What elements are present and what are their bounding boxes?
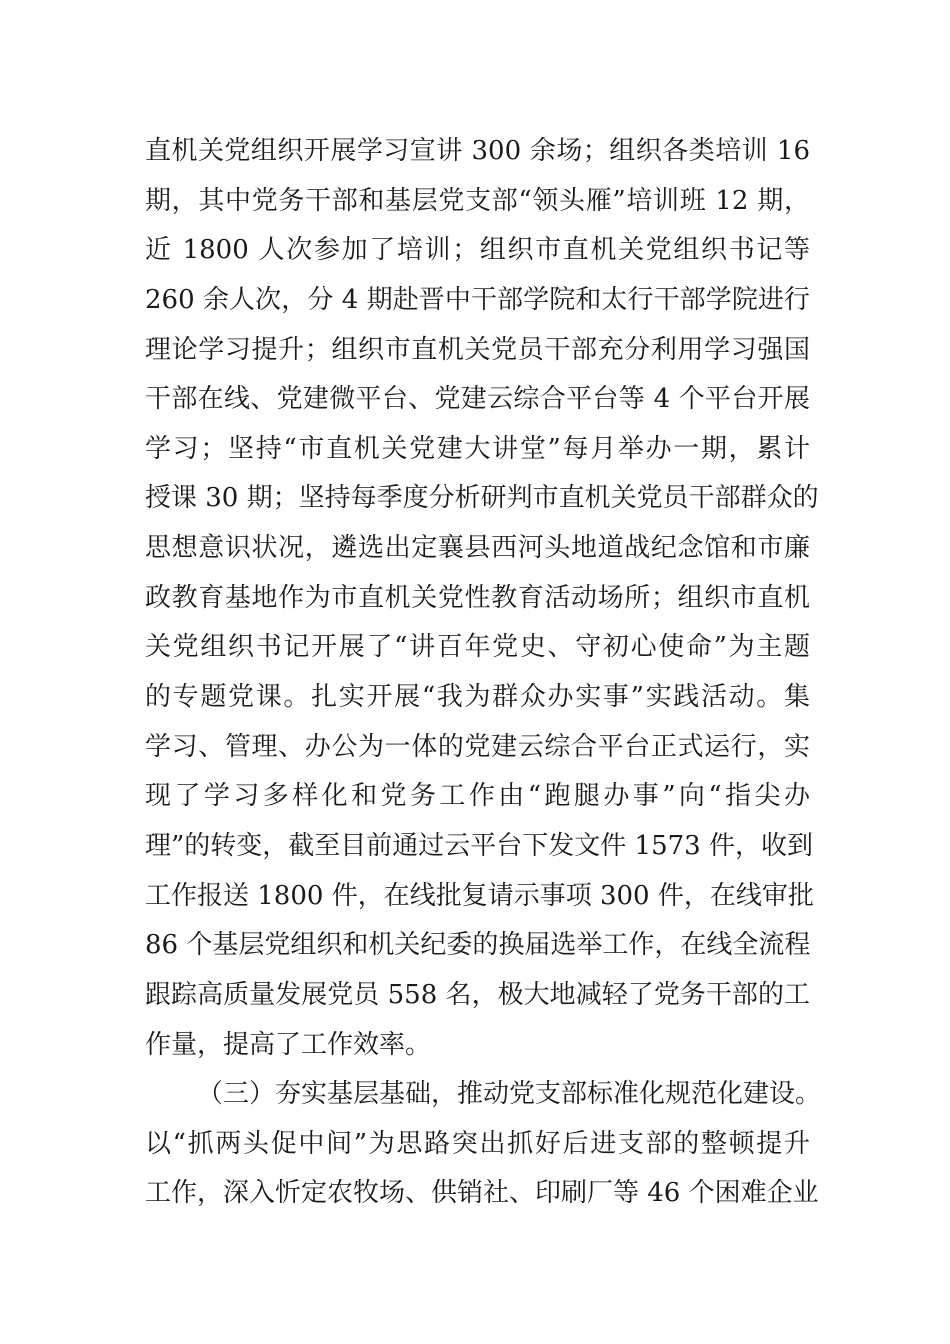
text-line: 思想意识状况，遴选出定襄县西河头地道战纪念馆和市廉 [145,533,810,564]
text-line: 近 1800 人次参加了培训；组织市直机关党组织书记等 [145,235,810,266]
text-line: 的专题党课。扎实开展“我为群众办实事”实践活动。集 [145,682,810,713]
text-line: 期，其中党务干部和基层党支部“领头雁”培训班 12 期， [145,185,810,216]
text-line: 现了学习多样化和党务工作由“跑腿办事”向“指尖办 [145,781,810,812]
text-line: 工作，深入忻定农牧场、供销社、印刷厂等 46 个困难企业 [145,1178,819,1209]
text-line: 260 余人次，分 4 期赴晋中干部学院和太行干部学院进行 [145,284,810,315]
text-line: 理论学习提升；组织市直机关党员干部充分利用学习强国 [145,334,810,365]
text-line: 政教育基地作为市直机关党性教育活动场所；组织市直机 [145,582,810,613]
section-heading-line: （三）夯实基层基础，推动党支部标准化规范化建设。 [197,1079,822,1110]
text-line: 直机关党组织开展学习宣讲 300 余场；组织各类培训 16 [145,136,810,166]
body-text [145,127,822,1219]
text-line: 工作报送 1800 件，在线批复请示事项 300 件，在线审批 [145,880,814,911]
text-line: 关党组织书记开展了“讲百年党史、守初心使命”为主题 [145,632,810,663]
text-line: 以“抓两头促中间”为思路突出抓好后进支部的整顿提升 [145,1128,810,1159]
text-line: 理”的转变，截至目前通过云平台下发文件 1573 件，收到 [145,830,813,861]
paragraph-end-line: 作量，提高了工作效率。 [145,1029,432,1060]
text-line: 干部在线、党建微平台、党建云综合平台等 4 个平台开展 [145,384,810,415]
text-line: 学习；坚持“市直机关党建大讲堂”每月举办一期，累计 [145,433,810,464]
text-line: 跟踪高质量发展党员 558 名，极大地减轻了党务干部的工 [145,979,810,1010]
text-line: 86 个基层党组织和机关纪委的换届选举工作，在线全流程 [145,930,811,961]
text-line: 学习、管理、办公为一体的党建云综合平台正式运行，实 [145,731,810,762]
text-line: 授课 30 期；坚持每季度分析研判市直机关党员干部群众的 [145,483,819,514]
